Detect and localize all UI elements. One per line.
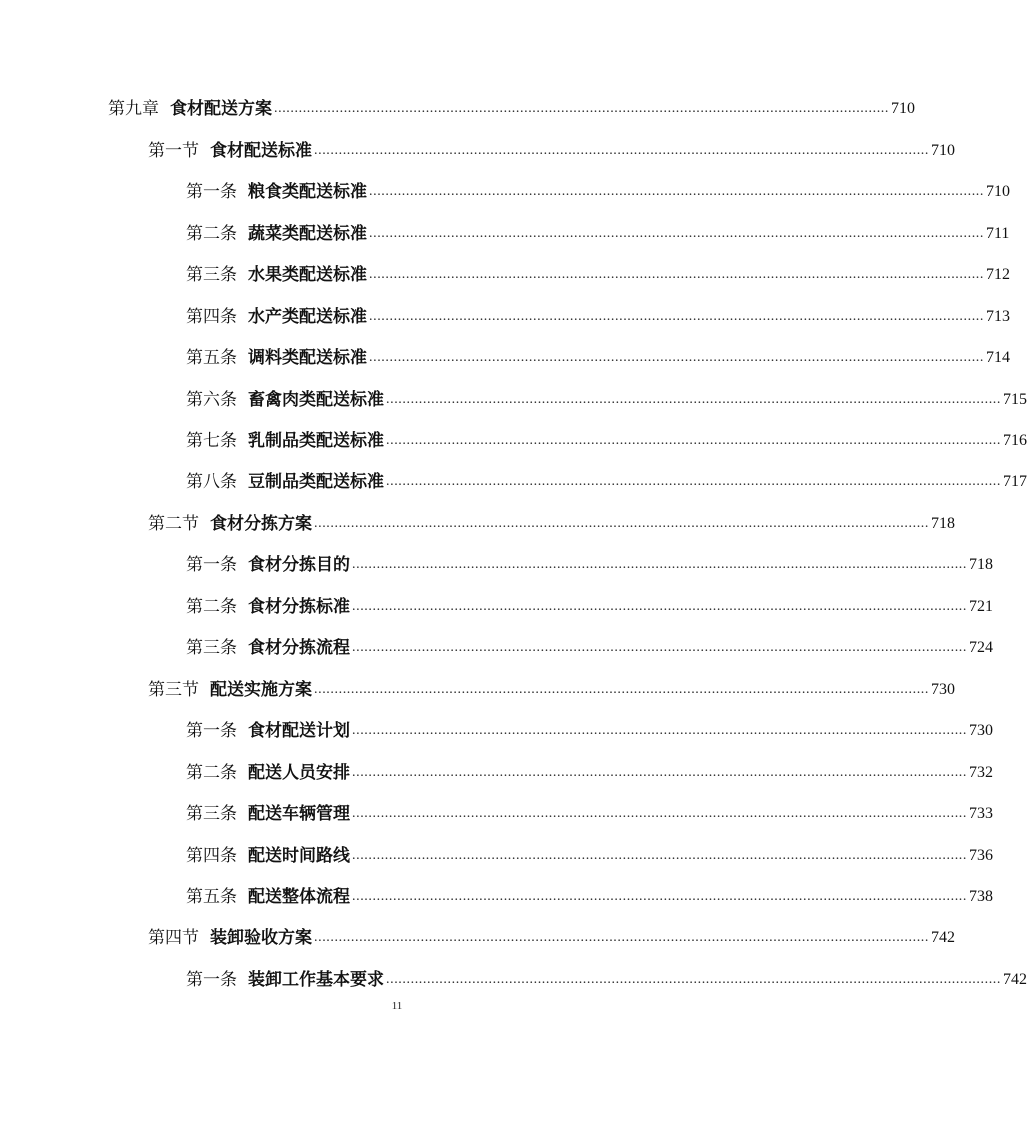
toc-entry-page: 714 [986, 349, 1010, 366]
toc-entry-title: 食材分拣标准 [248, 597, 350, 617]
dot-leader: ...................................................................................................................................................... [386, 474, 1001, 489]
toc-entry-number: 第五条 [186, 887, 237, 907]
toc-entry-number: 第二节 [148, 514, 199, 534]
toc-entry-article[interactable] [186, 346, 1010, 370]
toc-entry-title: 配送车辆管理 [248, 804, 350, 824]
dot-leader: ...................................................................................................................................................... [314, 930, 929, 945]
toc-entry-title: 食材分拣流程 [248, 638, 350, 658]
toc-entry-number: 第一条 [186, 970, 237, 990]
toc-entry-page: 738 [969, 888, 993, 905]
toc-entry-article[interactable] [186, 761, 993, 785]
toc-entry-title: 食材配送标准 [210, 141, 312, 161]
dot-leader: ...................................................................................................................................................... [369, 267, 984, 282]
dot-leader: ...................................................................................................................................................... [352, 599, 967, 614]
dot-leader: ...................................................................................................................................................... [314, 682, 929, 697]
toc-entry-page: 721 [969, 598, 993, 615]
toc-entry-number: 第四条 [186, 846, 237, 866]
dot-leader: ...................................................................................................................................................... [369, 350, 984, 365]
dot-leader: ...................................................................................................................................................... [314, 516, 929, 531]
toc-entry-page: 716 [1003, 432, 1027, 449]
toc-entry-title: 水产类配送标准 [248, 307, 367, 327]
toc-entry-title: 乳制品类配送标准 [248, 431, 384, 451]
toc-entry-article[interactable] [186, 180, 1010, 204]
dot-leader: ...................................................................................................................................................... [352, 848, 967, 863]
toc-entry-page: 710 [931, 142, 955, 159]
toc-entry-title: 配送整体流程 [248, 887, 350, 907]
toc-entry-number: 第三条 [186, 638, 237, 658]
toc-entry-title: 食材分拣目的 [248, 555, 350, 575]
dot-leader: ...................................................................................................................................................... [352, 765, 967, 780]
toc-entry-page: 710 [891, 100, 915, 117]
toc-entry-title: 食材分拣方案 [210, 514, 312, 534]
dot-leader: ...................................................................................................................................................... [314, 143, 929, 158]
dot-leader: ...................................................................................................................................................... [352, 557, 967, 572]
toc-entry-number: 第一节 [148, 141, 199, 161]
toc-entry-page: 710 [986, 183, 1010, 200]
toc-entry-number: 第七条 [186, 431, 237, 451]
toc-entry-page: 718 [931, 515, 955, 532]
toc-entry-article[interactable] [186, 844, 993, 868]
toc-entry-article[interactable] [186, 388, 1027, 412]
dot-leader: ...................................................................................................................................................... [274, 101, 889, 116]
dot-leader: ...................................................................................................................................................... [352, 806, 967, 821]
toc-entry-article[interactable] [186, 470, 1027, 494]
toc-entry-title: 装卸验收方案 [210, 928, 312, 948]
toc-entry-article[interactable] [186, 636, 993, 660]
dot-leader: ...................................................................................................................................................... [386, 433, 1001, 448]
toc-entry-page: 718 [969, 556, 993, 573]
toc-entry-article[interactable] [186, 885, 993, 909]
toc-entry-section[interactable] [148, 512, 955, 536]
toc-entry-page: 717 [1003, 473, 1027, 490]
toc-entry-page: 712 [986, 266, 1010, 283]
toc-entry-page: 713 [986, 308, 1010, 325]
toc-entry-title: 装卸工作基本要求 [248, 970, 384, 990]
toc-entry-article[interactable] [186, 719, 993, 743]
toc-entry-article[interactable] [186, 553, 993, 577]
toc-entry-page: 736 [969, 847, 993, 864]
toc-entry-article[interactable] [186, 263, 1010, 287]
toc-entry-chapter-9[interactable] [108, 97, 915, 121]
toc-entry-number: 第一条 [186, 721, 237, 741]
toc-entry-title: 蔬菜类配送标准 [248, 224, 367, 244]
dot-leader: ...................................................................................................................................................... [352, 640, 967, 655]
toc-entry-title: 畜禽肉类配送标准 [248, 390, 384, 410]
toc-entry-section[interactable] [148, 139, 955, 163]
toc-entry-number: 第三条 [186, 804, 237, 824]
dot-leader: ...................................................................................................................................................... [369, 226, 984, 241]
toc-entry-page: 711 [986, 225, 1010, 242]
toc-entry-number: 第九章 [108, 99, 159, 119]
dot-leader: ...................................................................................................................................................... [352, 723, 967, 738]
toc-entry-page: 742 [931, 929, 955, 946]
toc-entry-page: 732 [969, 764, 993, 781]
toc-entry-number: 第四条 [186, 307, 237, 327]
toc-entry-title: 食材配送方案 [170, 99, 272, 119]
toc-entry-number: 第一条 [186, 182, 237, 202]
toc-entry-page: 715 [1003, 391, 1027, 408]
toc-entry-section[interactable] [148, 926, 955, 950]
toc-entry-number: 第三节 [148, 680, 199, 700]
toc-entry-article[interactable] [186, 802, 993, 826]
toc-entry-page: 733 [969, 805, 993, 822]
toc-entry-article[interactable] [186, 305, 1010, 329]
toc-entry-title: 配送实施方案 [210, 680, 312, 700]
dot-leader: ...................................................................................................................................................... [369, 309, 984, 324]
toc-entry-number: 第二条 [186, 224, 237, 244]
toc-entry-article[interactable] [186, 968, 1027, 992]
toc-entry-number: 第三条 [186, 265, 237, 285]
toc-entry-number: 第八条 [186, 472, 237, 492]
toc-entry-number: 第一条 [186, 555, 237, 575]
dot-leader: ...................................................................................................................................................... [386, 972, 1001, 987]
toc-entry-number: 第四节 [148, 928, 199, 948]
toc-entry-title: 配送人员安排 [248, 763, 350, 783]
toc-entry-title: 配送时间路线 [248, 846, 350, 866]
page-number: 11 [391, 1000, 403, 1012]
toc-entry-page: 742 [1003, 971, 1027, 988]
dot-leader: ...................................................................................................................................................... [369, 184, 984, 199]
toc-entry-title: 食材配送计划 [248, 721, 350, 741]
toc-entry-number: 第六条 [186, 390, 237, 410]
toc-entry-page: 730 [931, 681, 955, 698]
toc-entry-title: 豆制品类配送标准 [248, 472, 384, 492]
toc-entry-number: 第二条 [186, 597, 237, 617]
toc-entry-number: 第二条 [186, 763, 237, 783]
toc-entry-article[interactable] [186, 222, 1010, 246]
toc-entry-article[interactable] [186, 595, 993, 619]
toc-entry-section[interactable] [148, 678, 955, 702]
toc-entry-article[interactable] [186, 429, 1027, 453]
toc-entry-page: 730 [969, 722, 993, 739]
dot-leader: ...................................................................................................................................................... [386, 392, 1001, 407]
toc-entry-number: 第五条 [186, 348, 237, 368]
toc-entry-title: 粮食类配送标准 [248, 182, 367, 202]
toc-entry-page: 724 [969, 639, 993, 656]
dot-leader: ...................................................................................................................................................... [352, 889, 967, 904]
toc-entry-title: 水果类配送标准 [248, 265, 367, 285]
toc-entry-title: 调料类配送标准 [248, 348, 367, 368]
